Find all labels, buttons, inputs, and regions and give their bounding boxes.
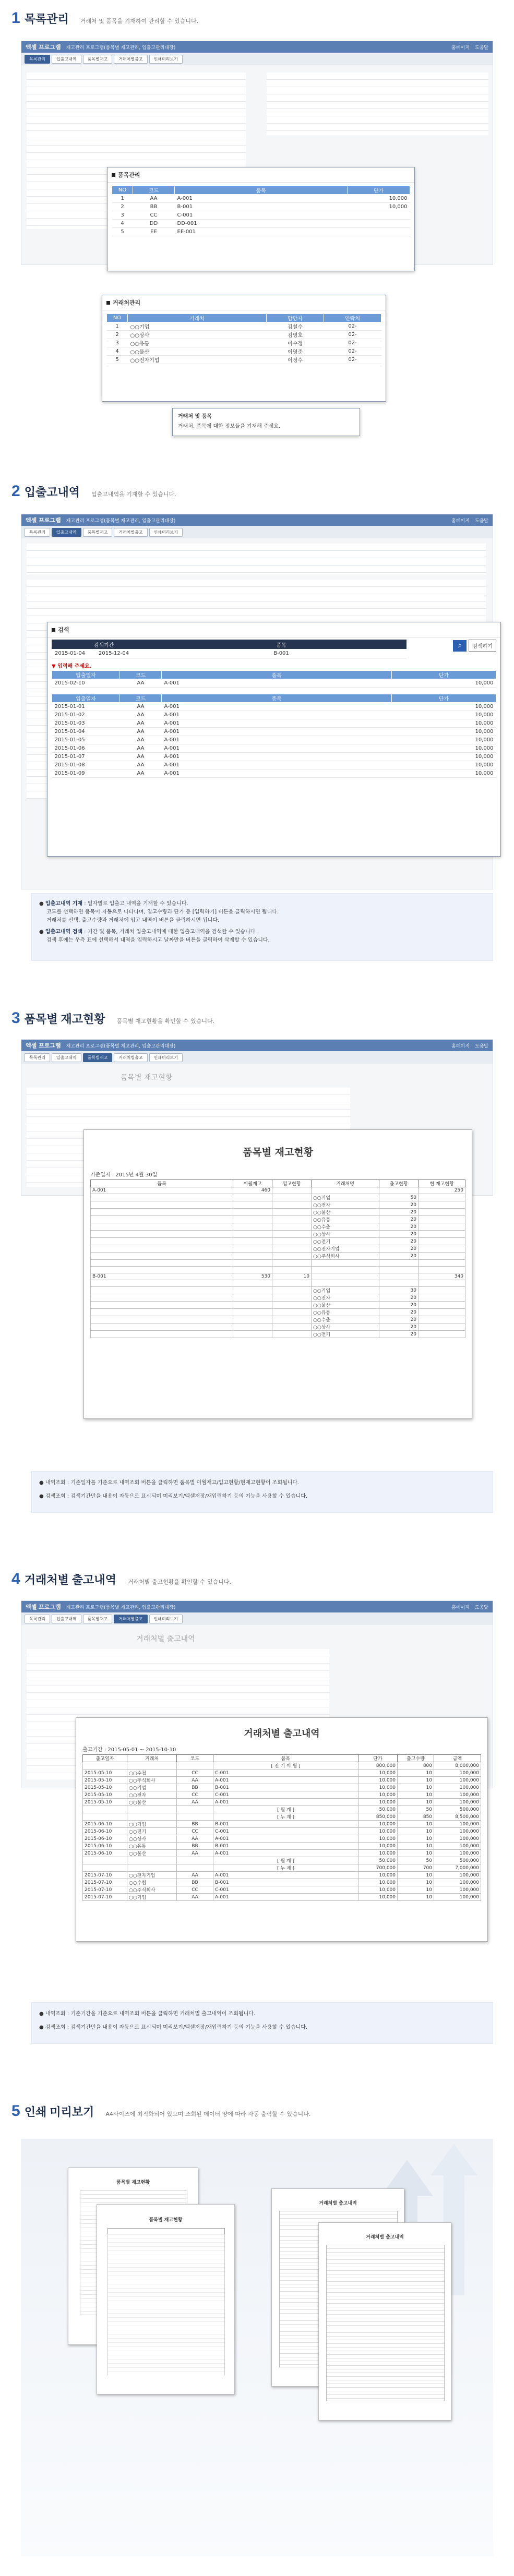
table-row[interactable]: 2015-07-10 ○○전자기업 AA A-001 10,000 10 100,000	[83, 1872, 481, 1879]
report-title: 품목별 재고현황	[242, 1147, 314, 1158]
table-row[interactable]: 2015-07-10 ○○기업 AA A-001 10,000 10 100,000	[83, 1894, 481, 1901]
table-row[interactable]: 2 ○○상사 김영호 02-	[107, 331, 381, 339]
app-subtitle: 재고관리 프로그램(품목별 재고관리, 입출고관리대장)	[66, 45, 176, 51]
table-row[interactable]: 5 EE EE-001	[112, 228, 410, 236]
page-lines	[107, 2234, 225, 2375]
tab-vendor-out[interactable]: 거래처별출고	[114, 1053, 147, 1062]
note-line: 거래처를 선택, 출고수량과 거래처에 입고 내역이 버튼을 클릭하시면 됩니다.	[46, 918, 220, 923]
vendor-row: ○○물산 20	[91, 1302, 465, 1309]
col-header: 입고현황	[272, 1180, 312, 1187]
cumulative-row: [ 누 계 ] 700,000 700 7,000,000	[83, 1864, 481, 1872]
item-select[interactable]: B-001	[273, 651, 289, 656]
app-title-bar	[21, 1601, 493, 1612]
panel-title: 거래처관리	[102, 295, 386, 310]
vendor-row: ○○기업 30	[91, 1287, 465, 1294]
page-title: 거래처별 출고내역	[319, 2201, 357, 2206]
col-header: 코드	[120, 671, 162, 679]
note-line: 검색 후에는 우측 표에 선택해서 내역을 입력하시고 날짜만을 버튼을 클릭하여 삭제할 수 있습니다.	[46, 937, 270, 943]
note-inout-search: ● 입출고내역 검색 : 기간 및 품목, 거래처 입출고내역에 대한 입출고내역을 검색할 수 있습니다.	[39, 929, 257, 935]
section-5-header	[11, 2102, 310, 2120]
bullet-icon: ●	[39, 1494, 45, 1499]
section-4-header	[11, 1570, 231, 1588]
app-title-bar	[21, 41, 493, 53]
help-link[interactable]: 도움말	[474, 518, 488, 524]
table-row[interactable]: 2015-01-03 AA A-001 10,000	[52, 719, 496, 728]
vendor-row: ○○물산 20	[91, 1209, 465, 1216]
note-line: ● 검색조회 : 검색기간만을 내용이 자동으로 표시되며 미리보기/엑셀저장/재입력하기 등의 기능을 사용할 수 있습니다.	[39, 2025, 308, 2030]
tab-vendor-out[interactable]: 거래처별출고	[114, 55, 147, 64]
home-link[interactable]: 홈페이지	[451, 45, 470, 51]
page-header-row	[107, 2228, 225, 2234]
customer-management-panel	[102, 295, 386, 402]
tab-print-preview[interactable]: 인쇄미리보기	[149, 1053, 183, 1062]
col-header: 코드	[133, 186, 175, 195]
table-row[interactable]: 2015-01-01 AA A-001 10,000	[52, 703, 496, 711]
tab-bar	[21, 1051, 493, 1064]
customer-table	[106, 314, 381, 364]
table-row[interactable]: 4 DD DD-001	[112, 220, 410, 228]
table-row[interactable]: B-001 530 10 340	[91, 1273, 465, 1280]
vendor-row: ○○전기 20	[91, 1331, 465, 1338]
table-row[interactable]: 3 CC C-001	[112, 211, 410, 220]
section-description: 거래처 및 품목을 기재하여 관리할 수 있습니다.	[80, 18, 199, 25]
app-subtitle: 재고관리 프로그램(품목별 재고관리, 입출고관리대장)	[66, 518, 176, 524]
vendor-row: ○○전자 20	[91, 1294, 465, 1302]
app-title-bar	[21, 1040, 493, 1051]
col-header: 단가	[392, 694, 496, 703]
tab-inout[interactable]: 입출고내역	[52, 1053, 81, 1062]
app-logo: 엑셀 프로그램	[26, 1604, 61, 1610]
section-number: 2	[11, 483, 20, 500]
tab-vendor-out[interactable]: 거래처별출고	[114, 1615, 147, 1623]
note-line: 코드를 선택하면 품목이 자동으로 나타나며, 입고수량과 단가 등 [입력하기] 버튼을 클릭하시면 됩니다.	[46, 909, 279, 915]
tab-bar	[21, 1612, 493, 1625]
vendor-row: ○○기업 50	[91, 1194, 465, 1201]
tab-print-preview[interactable]: 인쇄미리보기	[149, 1615, 183, 1623]
note-inout-entry: ● 입출고내역 기재 : 일자별로 입출고 내역을 기재할 수 있습니다.	[39, 901, 188, 907]
section-2-header	[11, 483, 176, 500]
table-row[interactable]: 2015-05-10 ○○기업 BB B-001 10,000 10 100,000	[83, 1784, 481, 1791]
search-section-title: 검색	[47, 622, 500, 637]
app-title-bar	[21, 514, 493, 526]
vendor-row: ○○유통 20	[91, 1216, 465, 1223]
tab-item-stock[interactable]: 품목별재고	[83, 528, 113, 537]
tab-item-stock[interactable]: 품목별재고	[83, 55, 113, 64]
table-row[interactable]: 2015-01-06 AA A-001 10,000	[52, 744, 496, 753]
stock-table	[90, 1179, 465, 1338]
input-row[interactable]: 2015-02-10 AA A-001 10,000	[52, 679, 496, 688]
period-text: 출고기간 : 2015-05-01 ~ 2015-10-10	[82, 1747, 176, 1753]
section-description: 입출고내역을 기재할 수 있습니다.	[91, 491, 176, 498]
app-subtitle: 재고관리 프로그램(품목별 재고관리, 입출고관리대장)	[66, 1043, 176, 1049]
vendor-row: ○○전자 20	[91, 1201, 465, 1209]
vendor-notes	[31, 2002, 493, 2044]
table-row[interactable]: 2015-05-10 ○○주식회사 AA A-001 10,000 10 100,000	[83, 1777, 481, 1784]
search-inputs	[52, 649, 407, 658]
start-date-input[interactable]: 2015-01-04	[55, 651, 86, 656]
input-prompt: ▼ 입력해 주세요.	[52, 664, 92, 669]
square-bullet-icon	[112, 173, 115, 177]
table-row[interactable]: A-001 460 250	[91, 1187, 465, 1194]
table-row[interactable]: 2015-07-10 ○○주식회사 CC C-001 10,000 10 100,000	[83, 1886, 481, 1894]
section-title: 입출고내역	[24, 486, 80, 499]
section-number: 4	[11, 1570, 20, 1587]
inout-table	[52, 694, 496, 778]
app-logo: 엑셀 프로그램	[26, 517, 61, 524]
memo-title: 거래처 및 품목	[178, 414, 212, 419]
app-logo: 엑셀 프로그램	[26, 1042, 61, 1049]
search-icon: ⌕	[453, 640, 467, 652]
memo-text: 거래처, 품목에 대한 정보들을 기재해 주세요.	[178, 424, 281, 429]
col-header: 거래처	[127, 1755, 177, 1762]
home-link[interactable]: 홈페이지	[451, 1605, 470, 1610]
tab-list-management[interactable]: 목록관리	[25, 55, 50, 64]
col-header: 금액	[434, 1755, 481, 1762]
base-date: 기준일자 : 2015년 4월 30일	[90, 1172, 158, 1178]
tab-vendor-out[interactable]: 거래처별출고	[114, 528, 147, 537]
table-row[interactable]: 4 ○○물산 이영준 02-	[107, 347, 381, 356]
table-row[interactable]: 2015-05-10 ○○수첩 CC C-001 10,000 10 100,000	[83, 1770, 481, 1777]
tab-list-management[interactable]: 목록관리	[25, 1615, 50, 1623]
col-header: 담당자	[267, 314, 324, 322]
bullet-icon: ●	[39, 2025, 45, 2030]
table-row[interactable]: 2015-05-10 ○○전자 CC C-001 10,000 10 100,000	[83, 1791, 481, 1799]
table-row[interactable]: 5 ○○전자기업 이정수 02-	[107, 356, 381, 364]
note-line: ● 내역조회 : 기준기간을 기준으로 내역조회 버튼을 클릭하면 거래처별 출고내역이 조회됩니다.	[39, 2011, 256, 2017]
tab-bar	[21, 53, 493, 65]
month-total-row: [ 월 계 ] 50,000 50 500,000	[83, 1857, 481, 1864]
page-title: 품목별 재고현황	[116, 2180, 150, 2185]
page-title: 거래처별 출고내역	[366, 2235, 404, 2240]
home-link[interactable]: 홈페이지	[451, 1043, 470, 1049]
background-title: 거래처별 출고내역	[136, 1635, 195, 1643]
table-row[interactable]: 1 AA A-001 10,000	[112, 195, 410, 203]
col-header: 품목	[175, 186, 348, 195]
vendor-out-table	[82, 1754, 481, 1901]
table-row[interactable]: 2015-01-09 AA A-001 10,000	[52, 769, 496, 778]
vendor-row: ○○전기 20	[91, 1238, 465, 1245]
bullet-icon: ●	[39, 2011, 45, 2017]
table-row[interactable]: 2015-07-10 ○○수첩 BB B-001 10,000 10 100,000	[83, 1879, 481, 1886]
search-button[interactable]: ⌕ 검색하기	[453, 640, 496, 652]
col-header: 단가	[348, 186, 410, 195]
section-description: 거래처별 출고현황을 확인할 수 있습니다.	[127, 1579, 231, 1585]
vendor-row: ○○전자기업 20	[91, 1245, 465, 1253]
memo-box	[172, 408, 360, 436]
report-title: 거래처별 출고내역	[244, 1728, 320, 1739]
input-table	[52, 670, 496, 688]
inout-notes	[31, 893, 493, 961]
app-subtitle: 재고관리 프로그램(품목별 재고관리, 입출고관리대장)	[66, 1605, 176, 1610]
table-row[interactable]: 2015-01-07 AA A-001 10,000	[52, 753, 496, 761]
col-header: 코드	[177, 1755, 213, 1762]
vendor-row: ○○상사 20	[91, 1323, 465, 1331]
col-header: 품목	[162, 694, 392, 703]
col-header: 거래처	[128, 314, 267, 322]
bullet-icon: ●	[39, 929, 45, 935]
tab-item-stock[interactable]: 품목별재고	[83, 1615, 113, 1623]
col-header: 단가	[392, 671, 496, 679]
app-logo: 엑셀 프로그램	[26, 44, 61, 51]
table-row[interactable]: 2 BB B-001 10,000	[112, 203, 410, 211]
help-link[interactable]: 도움말	[474, 45, 488, 51]
square-bullet-icon	[106, 301, 110, 305]
item-management-panel	[107, 167, 415, 271]
panel-title: 품목관리	[107, 167, 414, 183]
section-3-header	[11, 1009, 214, 1027]
tab-item-stock[interactable]: 품목별재고	[83, 1053, 113, 1062]
col-header: 품목	[162, 671, 392, 679]
table-row[interactable]: 2015-05-10 ○○물산 AA A-001 10,000 10 100,000	[83, 1799, 481, 1806]
col-header: 출고수량	[398, 1755, 434, 1762]
tab-inout[interactable]: 입출고내역	[52, 1615, 81, 1623]
page-lines	[326, 2245, 445, 2401]
col-header: 출고현황	[379, 1180, 419, 1187]
vendor-row: ○○상사 20	[91, 1231, 465, 1238]
vendor-row: ○○수출 20	[91, 1223, 465, 1231]
print-page-2	[97, 2204, 235, 2394]
table-row[interactable]: 2015-06-10 ○○유통 BB B-001 10,000 10 100,000	[83, 1843, 481, 1850]
table-row[interactable]: 3 ○○유통 이수정 02-	[107, 339, 381, 347]
table-row[interactable]: 2015-06-10 ○○전기 CC C-001 10,000 10 100,000	[83, 1828, 481, 1835]
col-header: 입출일자	[52, 694, 120, 703]
vendor-row: ○○유통 20	[91, 1309, 465, 1316]
section-number: 5	[11, 2102, 20, 2120]
bullet-icon: ●	[39, 1480, 45, 1486]
table-row[interactable]: 2015-06-10 ○○기업 BB B-001 10,000 10 100,000	[83, 1821, 481, 1828]
section-1-header	[11, 9, 198, 27]
table-row[interactable]: 2015-01-04 AA A-001 10,000	[52, 728, 496, 736]
period-label: 검색기간	[93, 642, 114, 648]
section-number: 1	[11, 9, 20, 27]
tab-list-management[interactable]: 목록관리	[25, 528, 50, 537]
section-title: 목록관리	[24, 13, 69, 26]
square-bullet-icon	[52, 628, 55, 632]
background-title: 품목별 재고현황	[121, 1074, 173, 1082]
page-title: 품목별 재고현황	[149, 2218, 183, 2223]
col-header: 입출일자	[52, 671, 120, 679]
help-link[interactable]: 도움말	[474, 1043, 488, 1049]
bullet-icon: ●	[39, 901, 45, 907]
end-date-input[interactable]: 2015-12-04	[99, 651, 129, 656]
month-total-row: [ 월 계 ] 50,000 50 500,000	[83, 1806, 481, 1813]
section-description: A4사이즈에 최적화되어 있으며 조회된 데이터 양에 따라 자동 출력할 수 있습니다.	[105, 2111, 311, 2117]
search-header	[52, 640, 407, 649]
stock-notes	[31, 1471, 493, 1513]
col-header: 코드	[120, 694, 162, 703]
tab-inout[interactable]: 입출고내역	[52, 55, 81, 64]
col-header: 품목	[91, 1180, 233, 1187]
tab-print-preview[interactable]: 인쇄미리보기	[149, 55, 183, 64]
item-table	[112, 186, 410, 236]
col-header: 현 재고현황	[419, 1180, 465, 1187]
section-description: 품목별 재고현황을 확인할 수 있습니다.	[116, 1018, 215, 1025]
col-header: NO	[112, 186, 133, 195]
down-triangle-icon: ▼	[52, 664, 58, 669]
note-line: ● 내역조회 : 기준일자를 기준으로 내역조회 버튼을 클릭하면 품목별 이월재고/입고현황/현재고현황이 조회됩니다.	[39, 1480, 300, 1486]
section-title: 거래처별 출고내역	[24, 1573, 116, 1586]
col-header: NO	[107, 314, 128, 322]
vendor-row: ○○수출 20	[91, 1316, 465, 1323]
vendor-out-report	[76, 1717, 488, 1942]
table-row[interactable]: 2015-01-05 AA A-001 10,000	[52, 736, 496, 744]
table-row[interactable]: 1 ○○기업 김철수 02-	[107, 322, 381, 331]
print-page-4	[318, 2222, 451, 2421]
background-grid-right	[267, 73, 488, 135]
note-line: ● 검색조회 : 검색기간만을 내용이 자동으로 표시되며 미리보기/엑셀저장/재입력하기 등의 기능을 사용할 수 있습니다.	[39, 1494, 308, 1499]
cumulative-row: [ 누 계 ] 850,000 850 8,500,000	[83, 1813, 481, 1821]
col-header: 이월재고	[233, 1180, 272, 1187]
home-link[interactable]: 홈페이지	[451, 518, 470, 524]
section-number: 3	[11, 1009, 20, 1027]
col-header: 거래처명	[312, 1180, 379, 1187]
carry-row: [ 전 기 이 월 ] 800,000 800 8,000,000	[83, 1762, 481, 1770]
col-header: 품목	[213, 1755, 358, 1762]
tab-bar	[21, 526, 493, 538]
background-form	[27, 544, 486, 575]
col-header: 단가	[358, 1755, 398, 1762]
table-row[interactable]: 2015-06-10 ○○물산 AA A-001 10,000 10 100,000	[83, 1850, 481, 1857]
section-title: 인쇄 미리보기	[24, 2105, 94, 2118]
table-row[interactable]: 2015-01-02 AA A-001 10,000	[52, 711, 496, 719]
tab-inout[interactable]: 입출고내역	[52, 528, 81, 537]
tab-list-management[interactable]: 목록관리	[25, 1053, 50, 1062]
item-label: 품목	[276, 642, 286, 648]
col-header: 연락처	[324, 314, 381, 322]
vendor-row: ○○주식회사 20	[91, 1253, 465, 1260]
col-header: 출고일자	[83, 1755, 127, 1762]
tab-print-preview[interactable]: 인쇄미리보기	[149, 528, 183, 537]
stock-report	[83, 1129, 472, 1419]
section-title: 품목별 재고현황	[24, 1013, 105, 1026]
help-link[interactable]: 도움말	[474, 1605, 488, 1610]
table-row[interactable]: 2015-06-10 ○○상사 AA A-001 10,000 10 100,000	[83, 1835, 481, 1843]
inout-panel	[47, 622, 501, 857]
table-row[interactable]: 2015-01-08 AA A-001 10,000	[52, 761, 496, 769]
